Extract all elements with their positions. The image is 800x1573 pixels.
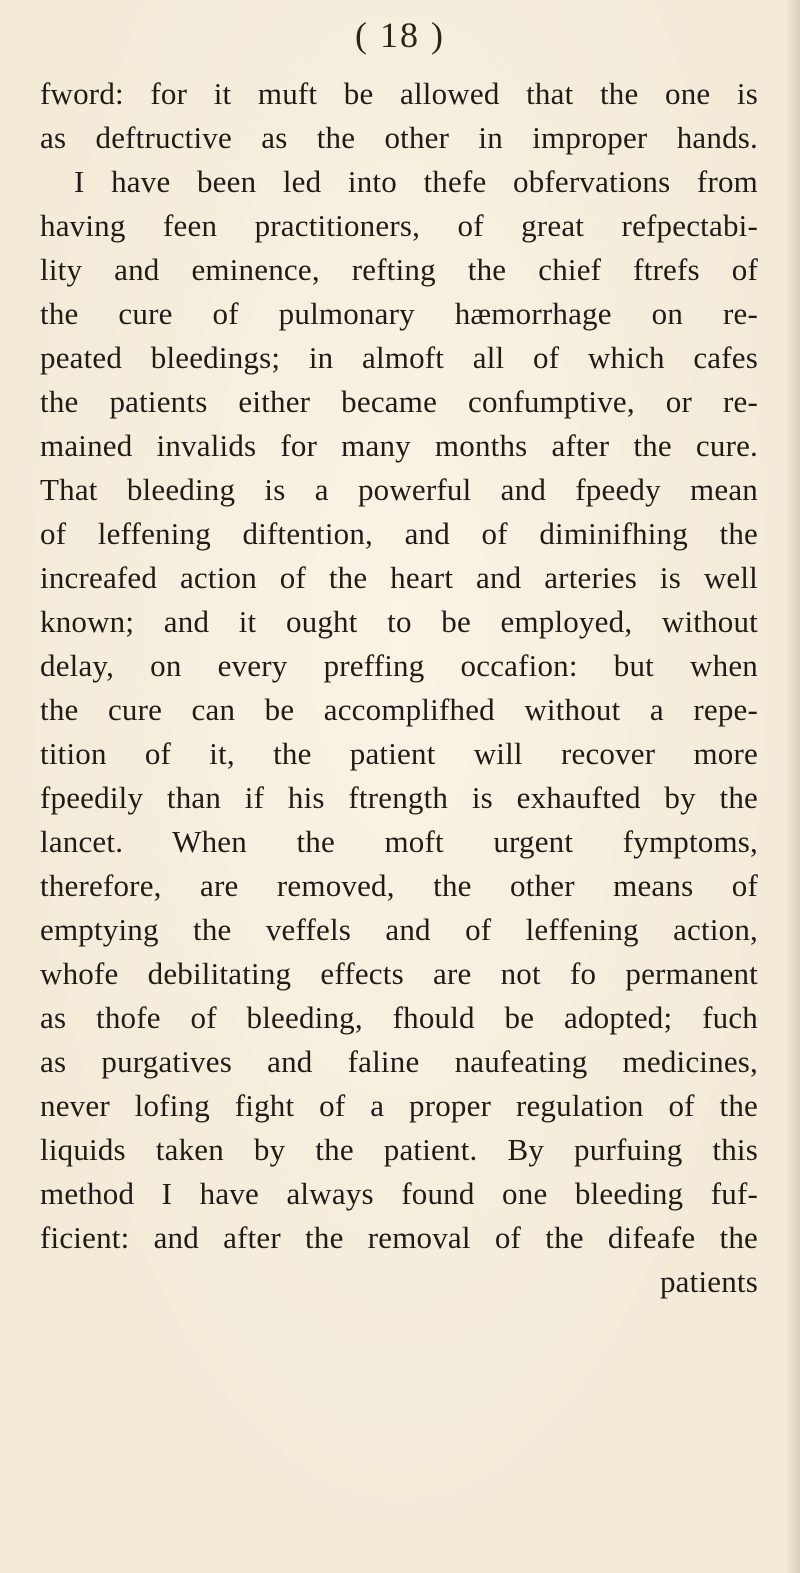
text-line: as thofe of bleeding, fhould be adopted; fuch: [40, 1000, 758, 1035]
text-line: known; and it ought to be employed, without: [40, 604, 758, 639]
text-line: having feen practitioners, of great refpectabi-: [40, 208, 758, 243]
page-edge-shadow: [786, 0, 800, 1573]
text-line: That bleeding is a powerful and fpeedy mean: [40, 472, 758, 507]
text-line: lancet. When the moft urgent fymptoms,: [40, 824, 758, 859]
text-line: emptying the veffels and of leffening action,: [40, 912, 758, 947]
text-line: method I have always found one bleeding fuf-: [40, 1176, 758, 1211]
text-line: therefore, are removed, the other means of: [40, 868, 758, 903]
text-line: fpeedily than if his ftrength is exhaufted by the: [40, 780, 758, 815]
text-line: peated bleedings; in almoft all of which cafes: [40, 340, 758, 375]
text-line: I have been led into thefe obfervations from: [74, 164, 758, 199]
text-line: mained invalids for many months after the cure.: [40, 428, 758, 463]
text-line: as deftructive as the other in improper hands.: [40, 120, 758, 155]
text-line: delay, on every preffing occafion: but when: [40, 648, 758, 683]
catchword: patients: [659, 1264, 758, 1299]
text-line: the patients either became confumptive, or re-: [40, 384, 758, 419]
text-line: fword: for it muft be allowed that the one is: [40, 76, 758, 111]
page-number: ( 18 ): [355, 15, 445, 55]
text-line: the cure can be accomplifhed without a repe-: [40, 692, 758, 727]
text-line: whofe debilitating effects are not fo permanent: [40, 956, 758, 991]
text-line: never lofing fight of a proper regulation of the: [40, 1088, 758, 1123]
text-line: the cure of pulmonary hæmorrhage on re-: [40, 296, 758, 331]
body-text: [40, 72, 758, 1304]
text-line: ficient: and after the removal of the difeafe the: [40, 1220, 758, 1255]
text-line: of leffening diftention, and of diminifhing the: [40, 516, 758, 551]
text-line: tition of it, the patient will recover more: [40, 736, 758, 771]
text-line: increafed action of the heart and arteries is well: [40, 560, 758, 595]
text-line: as purgatives and faline naufeating medicines,: [40, 1044, 758, 1079]
text-line: liquids taken by the patient. By purfuing this: [40, 1132, 758, 1167]
text-line: lity and eminence, refting the chief ftrefs of: [40, 252, 758, 287]
